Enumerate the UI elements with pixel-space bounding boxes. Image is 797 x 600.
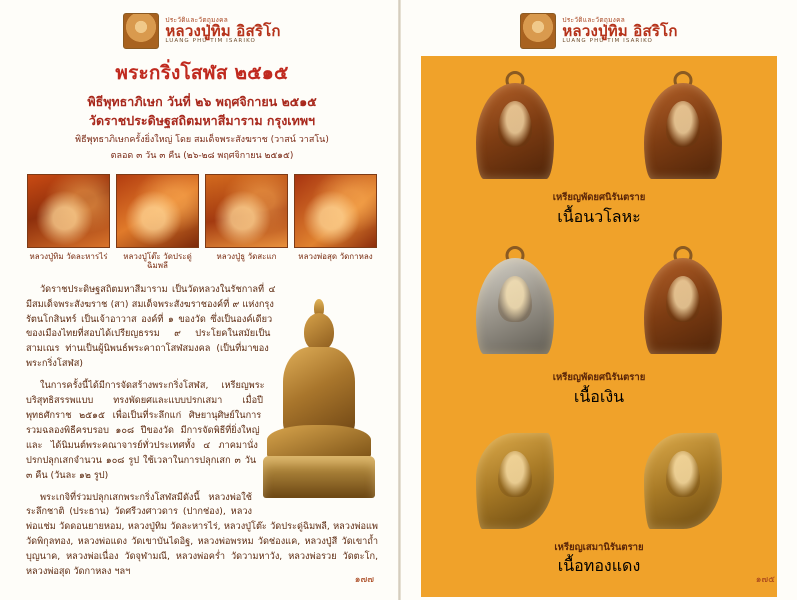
monk-photo-image: [205, 174, 288, 248]
body-paragraph-3: พระเกจิที่ร่วมปลุกเสกพระกริ่งโสฬสมีดังนี้ หลวงพ่อใช้ ระลึกชาติ (ประธาน) วัดศรีวงศาวดาร (ปากช่อง), หลวงพ่อแช่ม วัดดอนยายหอม, หลวงปู่ทิม วัดละหารไร่, หลวงปู่โต๊ะ วัดประดู่ฉิมพลี, หลวงพ่อแพ วัดพิกุลทอง, หลวงพ่อแดง วัดเขาบันไดอิฐ, หลวงพ่อพรหม วัดช่องแค, หลวงปู่สี วัดเขาถ้ำบุญนาค, หลวงพ่อเนื่อง วัดจุฬามณี, หลวงพ่อคร่ำ วัดวามหาวัง, หลวงพ่อรวย วัดตะโก, หลวงพ่อสุด วัดกาหลง ฯลฯ: [26, 491, 378, 578]
right-page: [400, 0, 797, 600]
monk-photo-item: [116, 174, 199, 271]
medal-cell: [436, 68, 594, 186]
logo-sub-line-right: LUANG PHU TIM ISARIKO: [562, 38, 653, 45]
article-body: [26, 283, 378, 580]
medal-gallery-panel: [421, 56, 777, 597]
book-gutter: [398, 0, 401, 600]
page-title: พระกริ่งโสฬส ๒๕๑๕: [115, 62, 289, 84]
medal-caption-material-3: เนื้อทองแดง: [557, 556, 641, 576]
medal-row: [431, 418, 767, 536]
medal-caption-row-1: [431, 192, 767, 230]
logo-top-line-left: ประวัติและวัตถุมงคล: [165, 15, 229, 24]
temple-name-line: วัดราชประดิษฐสถิตมหาสีมาราม กรุงเทพฯ: [88, 113, 316, 129]
monk-photo-image: [294, 174, 377, 248]
monk-photo-image: [116, 174, 199, 248]
ceremony-note-line-1: พิธีพุทธาภิเษกครั้งยิ่งใหญ่ โดย สมเด็จพระสังฆราช (วาสน์ วาสโน): [75, 134, 329, 145]
publication-logo-right: [421, 10, 777, 52]
medal-row: [431, 68, 767, 186]
monk-photo-item: [294, 174, 377, 271]
medal-image-4: [604, 238, 762, 366]
ceremony-date-line: พิธีพุทธาภิเษก วันที่ ๒๖ พฤศจิกายน ๒๕๑๕: [87, 94, 317, 109]
medal-image-2: [604, 68, 762, 186]
medal-cell: [604, 68, 762, 186]
medal-caption-material-2: เนื้อเงิน: [573, 386, 625, 406]
body-paragraph-2: ในการครั้งนี้ได้มีการจัดสร้างพระกริ่งโสฬส, เหรียญพระบริสุทธิสรรพแบบ ทรงพัดยศและแบบปรกเสมา เมื่อปีพุทธศักราช ๒๕๑๕ เพื่อเป็นที่ระลึกแก่ ศิษยานุศิษย์ในการรวมฉลองพิธีครบรอบ ๑๐๘ ปีของวัด มีการจัดพิธีที่ยิ่งใหญ่และ ได้นิมนต์พระคณาจารย์ทั่วประเทศทั้ง ๔ ภาคมานั่งปรกปลุกเสกจำนวน ๑๐๘ รูป ใช้เวลาในการปลุกเสก ๓ วัน ๓ คืน (วันละ ๑๒ รูป): [26, 380, 265, 481]
monk-photo-item: [205, 174, 288, 271]
logo-sub-line-left: LUANG PHU TIM ISARIKO: [165, 38, 256, 45]
monk-portrait-icon: [520, 13, 556, 49]
monk-photo-caption: หลวงปู่ทิม วัดละหารไร่: [29, 251, 108, 261]
medal-caption-title-2: เหรียญพัดยศนิรันตราย: [552, 371, 646, 383]
monk-photo-caption: หลวงปู่ธู วัดสะแก: [216, 251, 277, 261]
medal-caption-title-3: เหรียญเสมานิรันตราย: [554, 541, 644, 553]
buddha-statue-image: [260, 297, 378, 502]
medal-row: [431, 238, 767, 366]
medal-caption-material-1: เนื้อนวโลหะ: [557, 206, 641, 226]
monk-photo-strip: [26, 174, 378, 271]
medal-caption-row-3: [431, 542, 767, 580]
medal-caption-title-1: เหรียญพัดยศนิรันตราย: [552, 192, 646, 203]
monk-photo-caption: หลวงพ่อสุด วัดกาหลง: [298, 251, 373, 261]
body-paragraph-1: วัดราชประดิษฐสถิตมหาสีมาราม เป็นวัดหลวงในรัชกาลที่ ๔ มีสมเด็จพระสังฆราช (สา) สมเด็จพระสังฆราชองค์ที่ ๙ แห่งกรุงรัตนโกสินทร์ เป็นเจ้าอาวาส องค์ที่ ๑ ของวัด ซึ่งเป็นองค์เดียวของเมืองไทยที่สอบได้เปรียญธรรม ๙ ประโยคในสมัยเป็น สามเณร ท่านเป็นผู้นิพนธ์พระคาถาโสฬสมงคล (เป็นที่มาของพระกริ่งโสฬส): [26, 283, 276, 370]
medal-caption-row-2: [431, 372, 767, 410]
medal-image-3: [436, 238, 594, 366]
ceremony-note-line-2: ตลอด ๓ วัน ๓ คืน (๒๖-๒๘ พฤศจิกายน ๒๕๑๕): [110, 151, 294, 162]
monk-photo-caption: หลวงปู่โต๊ะ วัดประดู่ฉิมพลี: [123, 251, 192, 271]
page-number-right: ๑๗๕: [755, 575, 775, 585]
medal-image-6: [604, 418, 762, 536]
logo-top-line-right: ประวัติและวัตถุมงคล: [562, 15, 626, 24]
medal-cell: [436, 238, 594, 366]
monk-portrait-icon: [123, 13, 159, 49]
medal-cell: [604, 418, 762, 536]
logo-main-line-right: หลวงปู่ทิม อิสริโก: [562, 21, 678, 40]
logo-main-line-left: หลวงปู่ทิม อิสริโก: [165, 21, 281, 40]
logo-text-left: [165, 17, 280, 45]
medal-image-5: [436, 418, 594, 536]
monk-photo-item: [27, 174, 110, 271]
medal-image-1: [436, 68, 594, 186]
medal-cell: [604, 238, 762, 366]
page-number-left: ๑๗๗: [354, 575, 374, 585]
monk-photo-image: [27, 174, 110, 248]
medal-cell: [436, 418, 594, 536]
logo-text-right: [562, 17, 677, 45]
publication-logo-left: [26, 10, 378, 52]
